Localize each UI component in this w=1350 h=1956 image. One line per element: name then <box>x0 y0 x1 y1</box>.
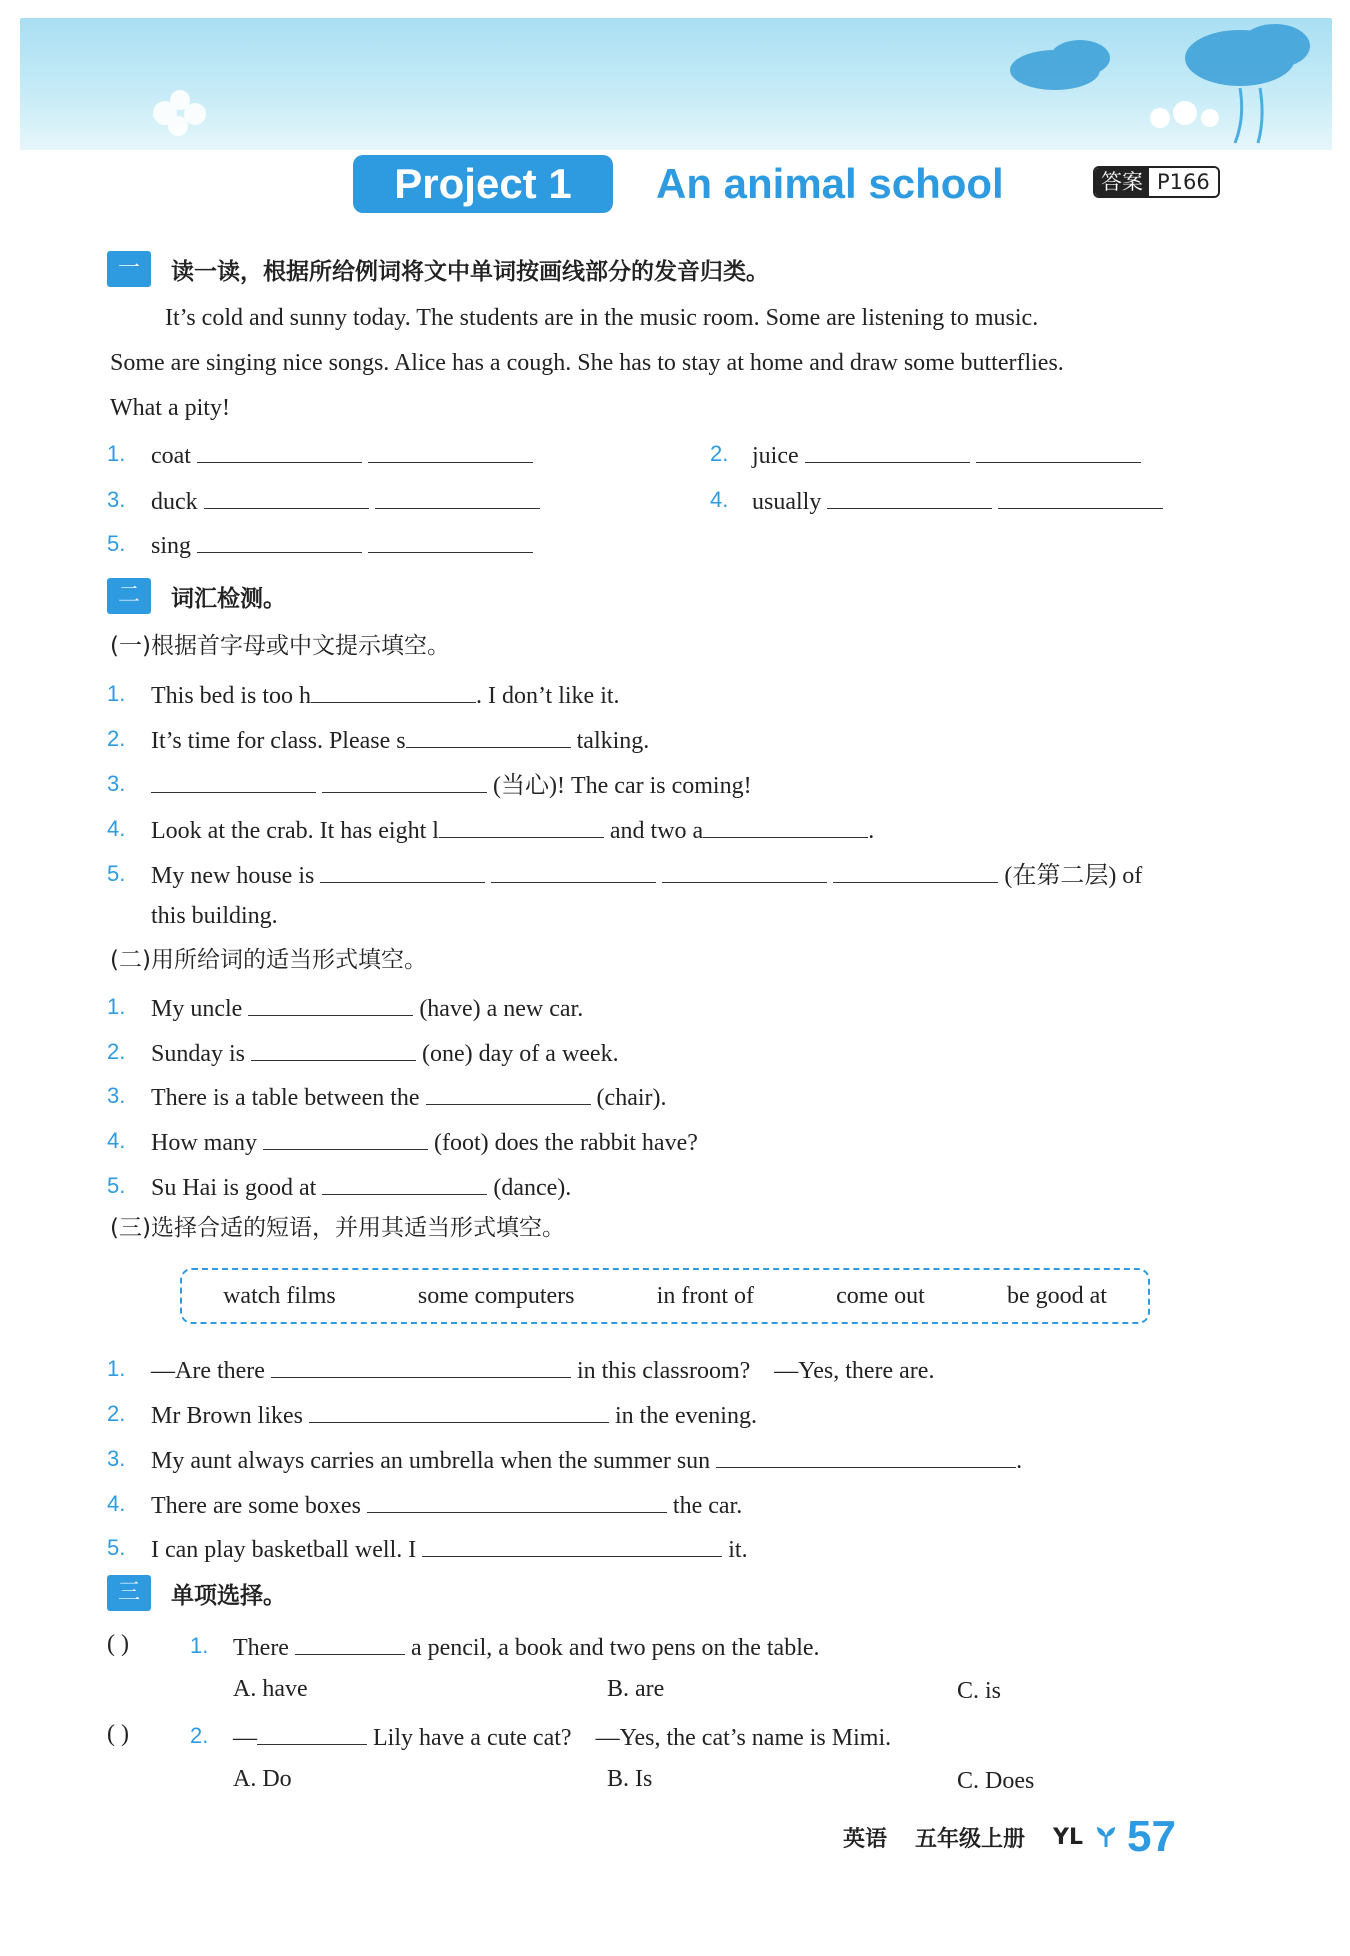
answer-blank <box>295 1628 405 1655</box>
page-footer <box>843 1812 1176 1862</box>
item-number: 3. <box>107 1446 126 1471</box>
item-text: —Are there <box>151 1358 265 1384</box>
answer-blank <box>257 1718 367 1745</box>
item-text: and two a <box>609 818 704 844</box>
phonics-item-1 <box>151 436 533 472</box>
answer-blank[interactable] <box>368 526 533 553</box>
phonics-item-3 <box>151 482 540 518</box>
answer-blank[interactable] <box>322 766 487 793</box>
item-text: Su Hai is good at <box>151 1175 317 1201</box>
phrase-bank <box>180 1268 1150 1324</box>
item-number: 5. <box>107 1173 126 1198</box>
item-text: My uncle <box>151 996 243 1022</box>
item-text: in the evening. <box>615 1403 757 1429</box>
item-number: 2. <box>190 1723 209 1748</box>
item-number: 2. <box>107 1401 126 1426</box>
answer-blank[interactable] <box>716 1441 1016 1468</box>
answer-blank[interactable] <box>263 1123 428 1150</box>
vocab-item-5 <box>151 856 1142 892</box>
item-number: 5. <box>107 531 126 556</box>
form-item-3 <box>151 1078 667 1114</box>
passage-line-3: What a pity! <box>110 395 230 421</box>
item-number: 4. <box>107 816 126 841</box>
answer-blank[interactable] <box>406 721 571 748</box>
option[interactable]: B. Is <box>607 1766 653 1792</box>
item-text: (one) day of a week. <box>422 1041 619 1067</box>
passage-line-1: It’s cold and sunny today. The students are in the music room. Some are listening to music. <box>165 305 1039 331</box>
part2-title: (二)用所给词的适当形式填空。 <box>110 947 427 973</box>
item-text: There is a table between the <box>151 1085 420 1111</box>
option[interactable]: A. Do <box>233 1766 292 1792</box>
banner-illustration <box>20 18 1332 150</box>
item-number: 1. <box>107 1356 126 1381</box>
answer-label: 答案 <box>1095 168 1149 196</box>
answer-blank[interactable] <box>271 1351 571 1378</box>
option[interactable]: C. is <box>957 1678 1002 1704</box>
item-number: 1. <box>107 681 126 706</box>
form-item-4 <box>151 1123 698 1159</box>
item-text: How many <box>151 1130 257 1156</box>
answer-blank[interactable] <box>322 1168 487 1195</box>
answer-blank[interactable] <box>204 482 369 509</box>
item-text: —Yes, there are. <box>774 1358 935 1384</box>
section3-badge: 三 <box>107 1575 151 1611</box>
phrase-item-3 <box>151 1441 1022 1477</box>
answer-blank[interactable] <box>491 856 656 883</box>
vocab-item-5-continued: this building. <box>151 903 278 929</box>
item-number: 5. <box>107 861 126 886</box>
section1-badge: 一 <box>107 251 151 287</box>
phrase-item-4 <box>151 1486 742 1522</box>
item-text: I can play basketball well. I <box>151 1537 417 1563</box>
leaf-icon <box>1095 1825 1117 1849</box>
header-banner <box>20 18 1332 150</box>
vocab-item-3 <box>151 766 752 802</box>
mc-question-2 <box>233 1718 891 1754</box>
item-text: There are some boxes <box>151 1493 361 1519</box>
phrase-item-1 <box>151 1351 934 1387</box>
answer-blank[interactable] <box>368 436 533 463</box>
example-word: duck <box>151 489 198 515</box>
footer-subject: 英语 <box>843 1826 888 1852</box>
phrase-item-5 <box>151 1530 748 1566</box>
item-text: a pencil, a book and two pens on the table. <box>410 1635 820 1661</box>
item-number: 1. <box>190 1633 209 1658</box>
answer-paren[interactable]: ( ) <box>107 1631 129 1657</box>
answer-blank[interactable] <box>320 856 485 883</box>
answer-blank[interactable] <box>197 526 362 553</box>
item-text: Sunday is <box>151 1041 246 1067</box>
project-title: An animal school <box>656 160 1004 207</box>
section3-heading <box>107 1573 286 1613</box>
answer-blank[interactable] <box>703 811 868 838</box>
phrase: in front of <box>656 1282 754 1309</box>
answer-blank[interactable] <box>422 1530 722 1557</box>
answer-reference <box>1093 166 1220 198</box>
passage-line-2: Some are singing nice songs. Alice has a cough. She has to stay at home and draw some butterflies. <box>110 350 1064 376</box>
answer-blank[interactable] <box>309 1396 609 1423</box>
item-text: My new house is <box>151 863 315 889</box>
item-text: talking. <box>576 728 650 754</box>
option[interactable]: C. Does <box>957 1768 1035 1794</box>
answer-blank[interactable] <box>426 1078 591 1105</box>
mc-question-1 <box>233 1628 820 1664</box>
item-text: it. <box>728 1537 748 1563</box>
answer-blank[interactable] <box>248 989 413 1016</box>
page-number: 57 <box>1126 1812 1176 1861</box>
section2-heading <box>107 576 286 616</box>
section2-instruction: 词汇检测。 <box>171 585 286 612</box>
phrase: be good at <box>1006 1282 1107 1309</box>
section3-instruction: 单项选择。 <box>171 1582 286 1609</box>
item-text: (dance). <box>493 1175 572 1201</box>
item-text: Look at the crab. It has eight l <box>151 818 439 844</box>
item-text: It’s time for class. Please s <box>151 728 406 754</box>
item-number: 3. <box>107 487 126 512</box>
item-number: 2. <box>107 726 126 751</box>
item-number: 4. <box>107 1491 126 1516</box>
form-item-1 <box>151 989 583 1025</box>
item-text: — <box>233 1725 257 1751</box>
item-number: 2. <box>107 1039 126 1064</box>
item-text: Lily have a cute cat? <box>373 1725 572 1751</box>
phonics-item-5 <box>151 526 533 562</box>
item-number: 2. <box>710 441 729 466</box>
example-word: sing <box>151 533 192 559</box>
example-word: juice <box>752 443 799 469</box>
item-text: . <box>868 818 875 844</box>
option[interactable]: B. are <box>607 1676 665 1702</box>
footer-grade: 五年级上册 <box>915 1826 1026 1852</box>
phonics-item-4 <box>752 482 1163 518</box>
phrase: some computers <box>417 1282 575 1309</box>
project-label: Project 1 <box>353 155 613 213</box>
answer-blank[interactable] <box>827 482 992 509</box>
part3-title: (三)选择合适的短语，并用其适当形式填空。 <box>110 1215 565 1241</box>
item-text: (chair). <box>596 1085 667 1111</box>
section2-badge: 二 <box>107 578 151 614</box>
item-text: (foot) does the rabbit have? <box>433 1130 698 1156</box>
answer-blank[interactable] <box>662 856 827 883</box>
section1-heading <box>107 249 769 289</box>
answer-blank[interactable] <box>151 766 316 793</box>
answer-paren[interactable]: ( ) <box>107 1721 129 1747</box>
vocab-item-4 <box>151 811 874 847</box>
item-number: 3. <box>107 771 126 796</box>
item-number: 1. <box>107 441 126 466</box>
item-text: (have) a new car. <box>419 996 584 1022</box>
item-number: 4. <box>710 487 729 512</box>
item-number: 3. <box>107 1083 126 1108</box>
vocab-item-1 <box>151 676 620 712</box>
section1-instruction: 读一读，根据所给例词将文中单词按画线部分的发音归类。 <box>171 258 769 285</box>
example-word: usually <box>752 489 822 515</box>
option[interactable]: A. have <box>233 1676 308 1702</box>
answer-blank[interactable] <box>833 856 998 883</box>
answer-blank[interactable] <box>998 482 1163 509</box>
answer-blank[interactable] <box>367 1486 667 1513</box>
item-text: This bed is too h <box>151 683 311 709</box>
answer-blank[interactable] <box>251 1034 416 1061</box>
phonics-item-2 <box>752 436 1141 472</box>
item-text: the car. <box>672 1493 743 1519</box>
answer-blank[interactable] <box>197 436 362 463</box>
phrase: watch films <box>223 1282 336 1309</box>
answer-blank[interactable] <box>311 676 476 703</box>
example-word: coat <box>151 443 191 469</box>
item-text: —Yes, the cat’s name is Mimi. <box>595 1725 892 1751</box>
form-item-5 <box>151 1168 571 1204</box>
item-number: 1. <box>107 994 126 1019</box>
phrase: come out <box>836 1282 925 1309</box>
item-text: Mr Brown likes <box>151 1403 303 1429</box>
phrase-item-2 <box>151 1396 757 1432</box>
vocab-item-2 <box>151 721 649 757</box>
item-text: There <box>233 1635 289 1661</box>
answer-blank[interactable] <box>439 811 604 838</box>
answer-page: P166 <box>1149 168 1218 196</box>
item-text: (在第二层) of <box>1004 863 1143 889</box>
item-text: My aunt always carries an umbrella when the summer sun <box>151 1448 711 1474</box>
answer-blank[interactable] <box>805 436 970 463</box>
footer-edition: YL <box>1053 1824 1083 1850</box>
item-text: in this classroom? <box>576 1358 751 1384</box>
answer-blank[interactable] <box>375 482 540 509</box>
item-number: 5. <box>107 1535 126 1560</box>
item-text: . <box>1016 1448 1023 1474</box>
form-item-2 <box>151 1034 619 1070</box>
answer-blank[interactable] <box>976 436 1141 463</box>
part1-title: (一)根据首字母或中文提示填空。 <box>110 633 450 659</box>
item-text: . I don’t like it. <box>476 683 620 709</box>
item-text: (当心)! The car is coming! <box>493 773 752 799</box>
item-number: 4. <box>107 1128 126 1153</box>
